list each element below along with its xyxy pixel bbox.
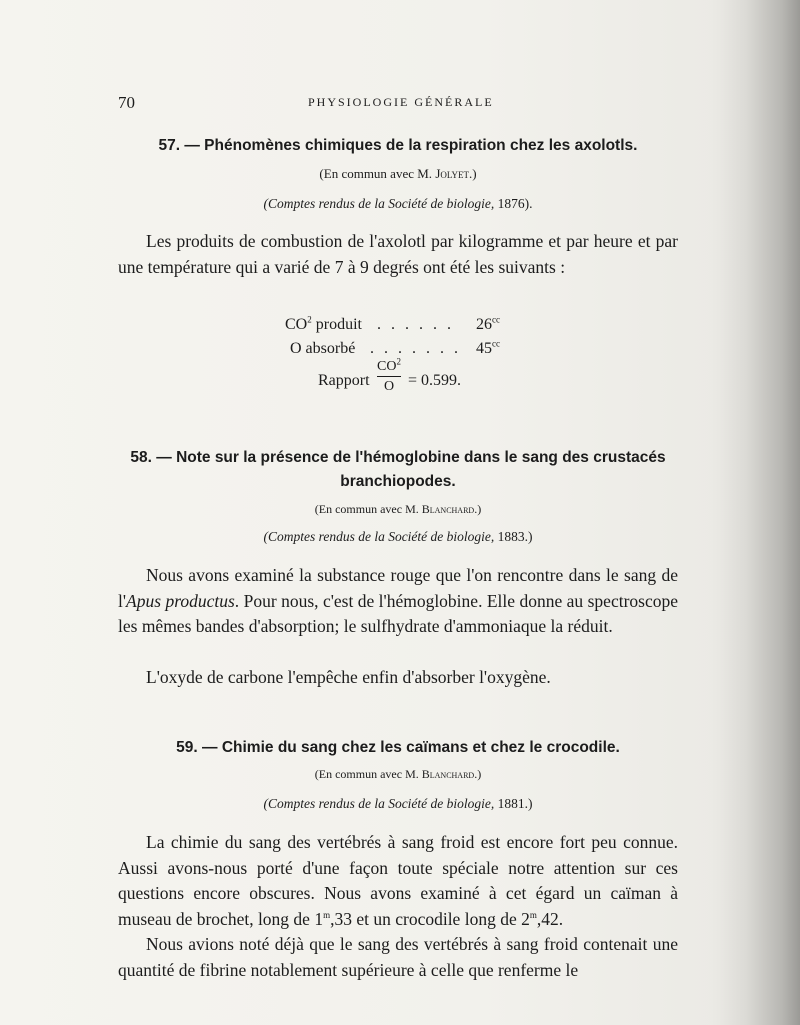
entry-58-title: 58. — Note sur la présence de l'hémoglobine dans le sang des crustacés branchiopodes. xyxy=(130,449,666,490)
page-edge-shadow xyxy=(710,0,800,1025)
entry-57-paragraph: Les produits de combustion de l'axolotl par kilogramme et par heure et par une température qui a varié de 7 à 9 degrés ont été les suivants : xyxy=(118,231,678,277)
running-head xyxy=(118,93,678,113)
entry-59-paragraph-2: Nous avions noté déjà que le sang des vertébrés à sang froid contenait une quantité de fibrine notablement supérieure à celle que renferme le xyxy=(118,934,678,980)
entry-58-paragraph-1: Nous avons examiné la substance rouge que l'on rencontre dans le sang de l'Apus productus. Pour nous, c'est de l'hémoglobine. Elle donne au spectroscope les mêmes bandes d'absorption; le sulfhydrate d'ammoniaque la réduit. xyxy=(118,565,678,636)
table-row-o2: O absorbé . . . . . . . $45^{cc}$ xyxy=(290,338,500,357)
running-title: PHYSIOLOGIE GÉNÉRALE xyxy=(308,95,494,109)
entry-58-source: (Comptes rendus de la Société de biologie, 1883.) xyxy=(263,529,533,544)
table-row-co2: $CO^2$ produit . . . . . . $26^{cc}$ xyxy=(285,314,500,333)
entry-59-title: 59. — Chimie du sang chez les caïmans et chez le crocodile. xyxy=(176,739,620,756)
page-number: 70 xyxy=(118,93,135,112)
entry-59-source: (Comptes rendus de la Société de biologie, 1881.) xyxy=(263,796,533,811)
entry-57-byline: (En commun avec M. Jolyet.) xyxy=(319,166,477,181)
ratio-fraction: $CO^2$ O xyxy=(377,356,401,394)
entry-57-source: (Comptes rendus de la Société de biologie, 1876). xyxy=(263,196,533,211)
entry-57-title: 57. — Phénomènes chimiques de la respiration chez les axolotls. xyxy=(158,137,638,154)
entry-59-paragraph-1: La chimie du sang des vertébrés à sang froid est encore fort peu connue. Aussi avons-nous porté d'une façon toute spéciale notre attention sur ces questions encore obscures. Nous avons examiné à cet égard un caïman à museau de brochet, long de 1$^m$,33 et un crocodile long de 2$^m$,42. xyxy=(118,832,678,929)
ratio-formula: Rapport $CO^2$ O = 0.599. xyxy=(318,356,462,394)
entry-59-byline: (En commun avec M. Blanchard.) xyxy=(314,767,482,781)
entry-58-paragraph-2: L'oxyde de carbone l'empêche enfin d'absorber l'oxygène. xyxy=(146,667,551,687)
entry-58-byline: (En commun avec M. Blanchard.) xyxy=(314,502,482,516)
